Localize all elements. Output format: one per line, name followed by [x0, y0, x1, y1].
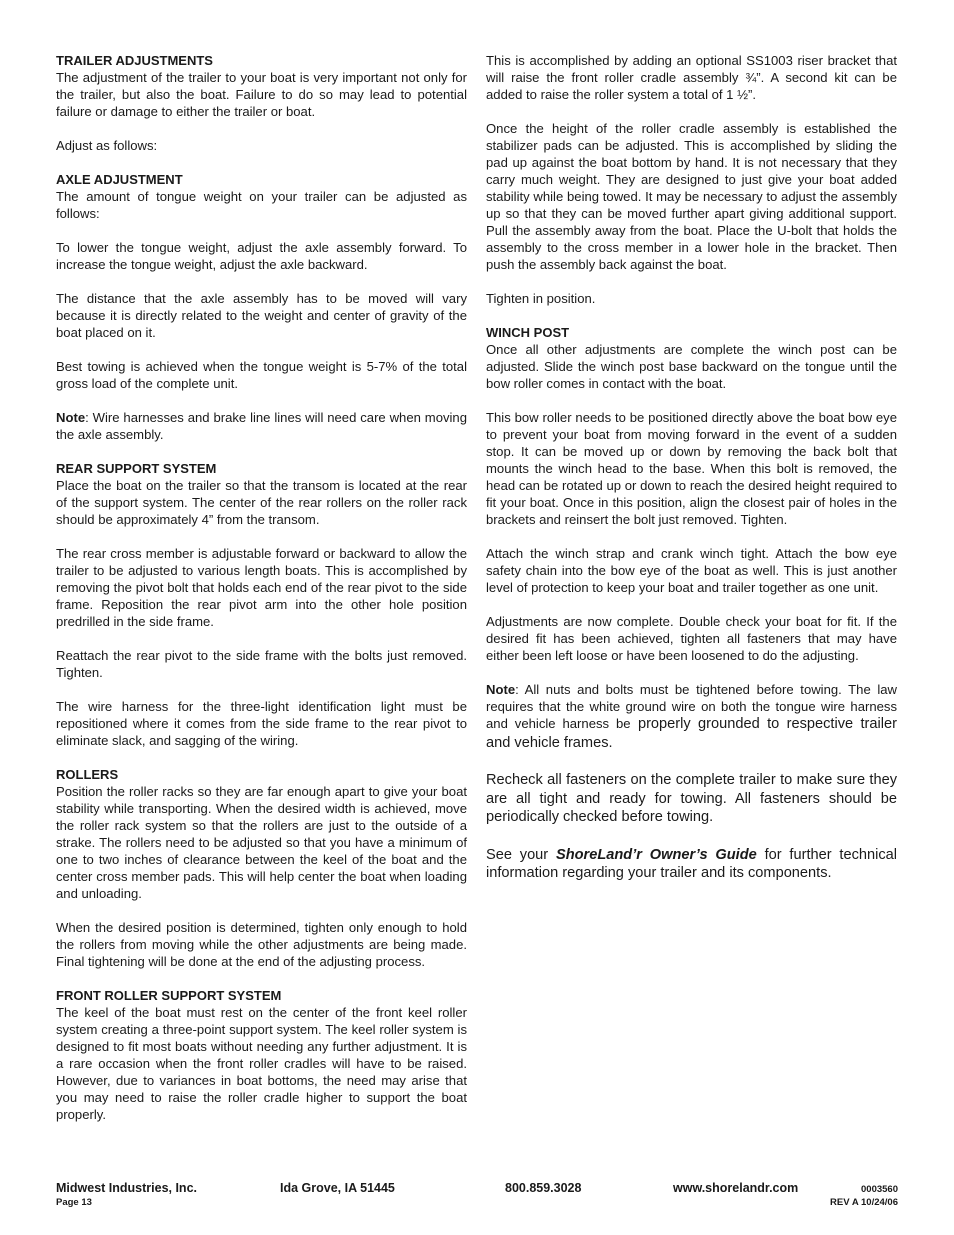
- footer-page-number: Page 13: [56, 1197, 92, 1208]
- axle-paragraph-2: To lower the tongue weight, adjust the axle assembly forward. To increase the tongue weight, adjust the axle backward.: [56, 240, 467, 272]
- axle-note-text: : Wire harnesses and brake line lines will need care when moving the axle assembly.: [56, 410, 467, 442]
- rear-support-heading: REAR SUPPORT SYSTEM: [56, 461, 217, 476]
- rear-paragraph-1: Place the boat on the trailer so that the transom is located at the rear of the support system. The center of the rear rollers on the roller rack should be approximately 4” from the transom.: [56, 478, 467, 527]
- axle-paragraph-1: The amount of tongue weight on your trailer can be adjusted as follows:: [56, 189, 467, 221]
- adjust-as-follows-paragraph: Adjust as follows:: [56, 138, 158, 153]
- owners-guide-title: ShoreLand’r Owner’s Guide: [555, 846, 757, 863]
- owners-guide-suffix: for further technical information regarding your trailer and its components.: [486, 846, 897, 881]
- rear-paragraph-2: The rear cross member is adjustable forward or backward to allow the trailer to be adjusted to various length boats. This is accomplished by removing the pivot bolt that holds each end of the rear pivot to the side frame. Reposition the rear pivot arm into the other hole position predrilled in the side frame.: [56, 546, 467, 629]
- rear-paragraph-3: Reattach the rear pivot to the side frame with the bolts just removed. Tighten.: [56, 648, 467, 680]
- owners-guide-paragraph: [486, 846, 897, 883]
- recheck-paragraph: Recheck all fasteners on the complete trailer to make sure they are all tight and ready for towing. All fasteners should be periodically checked before towing.: [486, 772, 897, 825]
- rollers-paragraph-1: Position the roller racks so they are far enough apart to give your boat stability while transporting. When the desired width is achieved, move the roller rack system so that the rollers are just to the outside of a strake. The rollers need to be adjusted so that you have a minimum of one to two inches of clearance between the keel of the boat and the center cross member pads. This will help center the boat when loading and unloading.: [56, 784, 467, 901]
- rollers-paragraph-2: When the desired position is determined, tighten only enough to hold the rollers from moving while the other adjustments are being made. Final tightening will be done at the end of the adjusting process.: [56, 920, 467, 969]
- footer-city: Ida Grove, IA 51445: [280, 1181, 395, 1195]
- winch-paragraph-2: This bow roller needs to be positioned directly above the boat bow eye to prevent your boat from moving forward in the event of a sudden stop. It can be moved up or down by removing the back bolt that mounts the winch head to the base. When this bolt is removed, the head can be rotated up or down to reach the desired height required to fit your boat. Once in this position, align the closest pair of holes in the brackets and reinsert the bolt just removed. Tighten.: [486, 410, 897, 527]
- rear-paragraph-4: The wire harness for the three-light identification light must be repositioned where it comes from the side frame to the rear pivot to eliminate slack, and sagging of the wiring.: [56, 699, 467, 748]
- towing-note-label: Note: [486, 682, 516, 697]
- footer-company: Midwest Industries, Inc.: [56, 1181, 197, 1195]
- winch-paragraph-3: Attach the winch strap and crank winch tight. Attach the bow eye safety chain into the bow eye of the boat as well. This is just another level of protection to keep your boat and trailer together as one unit.: [486, 546, 897, 595]
- riser-bracket-paragraph: This is accomplished by adding an optional SS1003 riser bracket that will raise the front roller cradle assembly ¾”. A second kit can be added to raise the roller system a total of 1 ½”.: [486, 53, 897, 102]
- stabilizer-pads-paragraph: Once the height of the roller cradle assembly is established the stabilizer pads can be adjusted. This is accomplished by sliding the pad up against the boat bottom by hand. It is not necessary that they carry much weight. They are designed to just give your boat added stability while being towed. It may be necessary to adjust the assembly up so that they can be moved further apart giving additional support. Pull the assembly away from the boat. Place the U-bolt that holds the assembly to the cross member in a lower hole in the bracket. Then push the assembly back against the boat.: [486, 121, 897, 272]
- footer-phone: 800.859.3028: [505, 1181, 582, 1195]
- footer-website: www.shorelandr.com: [673, 1181, 799, 1195]
- right-column: [486, 52, 897, 902]
- trailer-adjustments-paragraph: The adjustment of the trailer to your boat is very important not only for the trailer, but also the boat. Failure to do so may lead to potential failure or damage to either the trailer or boat.: [56, 70, 467, 119]
- axle-paragraph-3: The distance that the axle assembly has to be moved will vary because it is directly related to the weight and center of gravity of the boat placed on it.: [56, 291, 467, 340]
- towing-note: [486, 681, 897, 752]
- front-roller-paragraph: The keel of the boat must rest on the center of the front keel roller system creating a three-point support system. The keel roller system is designed to fit most boats without needing any further adjustment. It is a rare occasion when the front roller cradles will have to be raised. However, due to variances in boat bottoms, the need may arise that you may need to raise the roller cradle higher to support the boat properly.: [56, 1005, 467, 1122]
- tighten-paragraph: Tighten in position.: [486, 291, 596, 306]
- front-roller-heading: FRONT ROLLER SUPPORT SYSTEM: [56, 988, 282, 1003]
- winch-post-heading: WINCH POST: [486, 325, 570, 340]
- axle-paragraph-4: Best towing is achieved when the tongue weight is 5-7% of the total gross load of the complete unit.: [56, 359, 467, 391]
- axle-adjustment-heading: AXLE ADJUSTMENT: [56, 172, 183, 187]
- footer-doc-number: 0003560: [861, 1184, 898, 1195]
- owners-guide-prefix: See your: [486, 846, 556, 863]
- towing-note-text-small: : All nuts and bolts must be tightened before towing. The law requires that the white ground wire on both the tongue wire harness and vehicle harness be: [486, 682, 897, 731]
- footer-revision: REV A 10/24/06: [830, 1197, 898, 1208]
- rollers-heading: ROLLERS: [56, 767, 119, 782]
- winch-paragraph-4: Adjustments are now complete. Double check your boat for fit. If the desired fit has been achieved, tighten all fasteners that may have either been left loose or have been loosened to do the adjusting.: [486, 614, 897, 663]
- axle-note: [56, 409, 467, 443]
- axle-note-label: Note: [56, 410, 86, 425]
- left-column: [56, 52, 467, 1140]
- towing-note-text-large: properly grounded to respective trailer and vehicle frames.: [486, 716, 897, 751]
- winch-paragraph-1: Once all other adjustments are complete the winch post can be adjusted. Slide the winch post base backward on the tongue until the bow roller comes in contact with the boat.: [486, 342, 897, 391]
- page-footer: [56, 1181, 898, 1209]
- trailer-adjustments-heading: TRAILER ADJUSTMENTS: [56, 53, 213, 68]
